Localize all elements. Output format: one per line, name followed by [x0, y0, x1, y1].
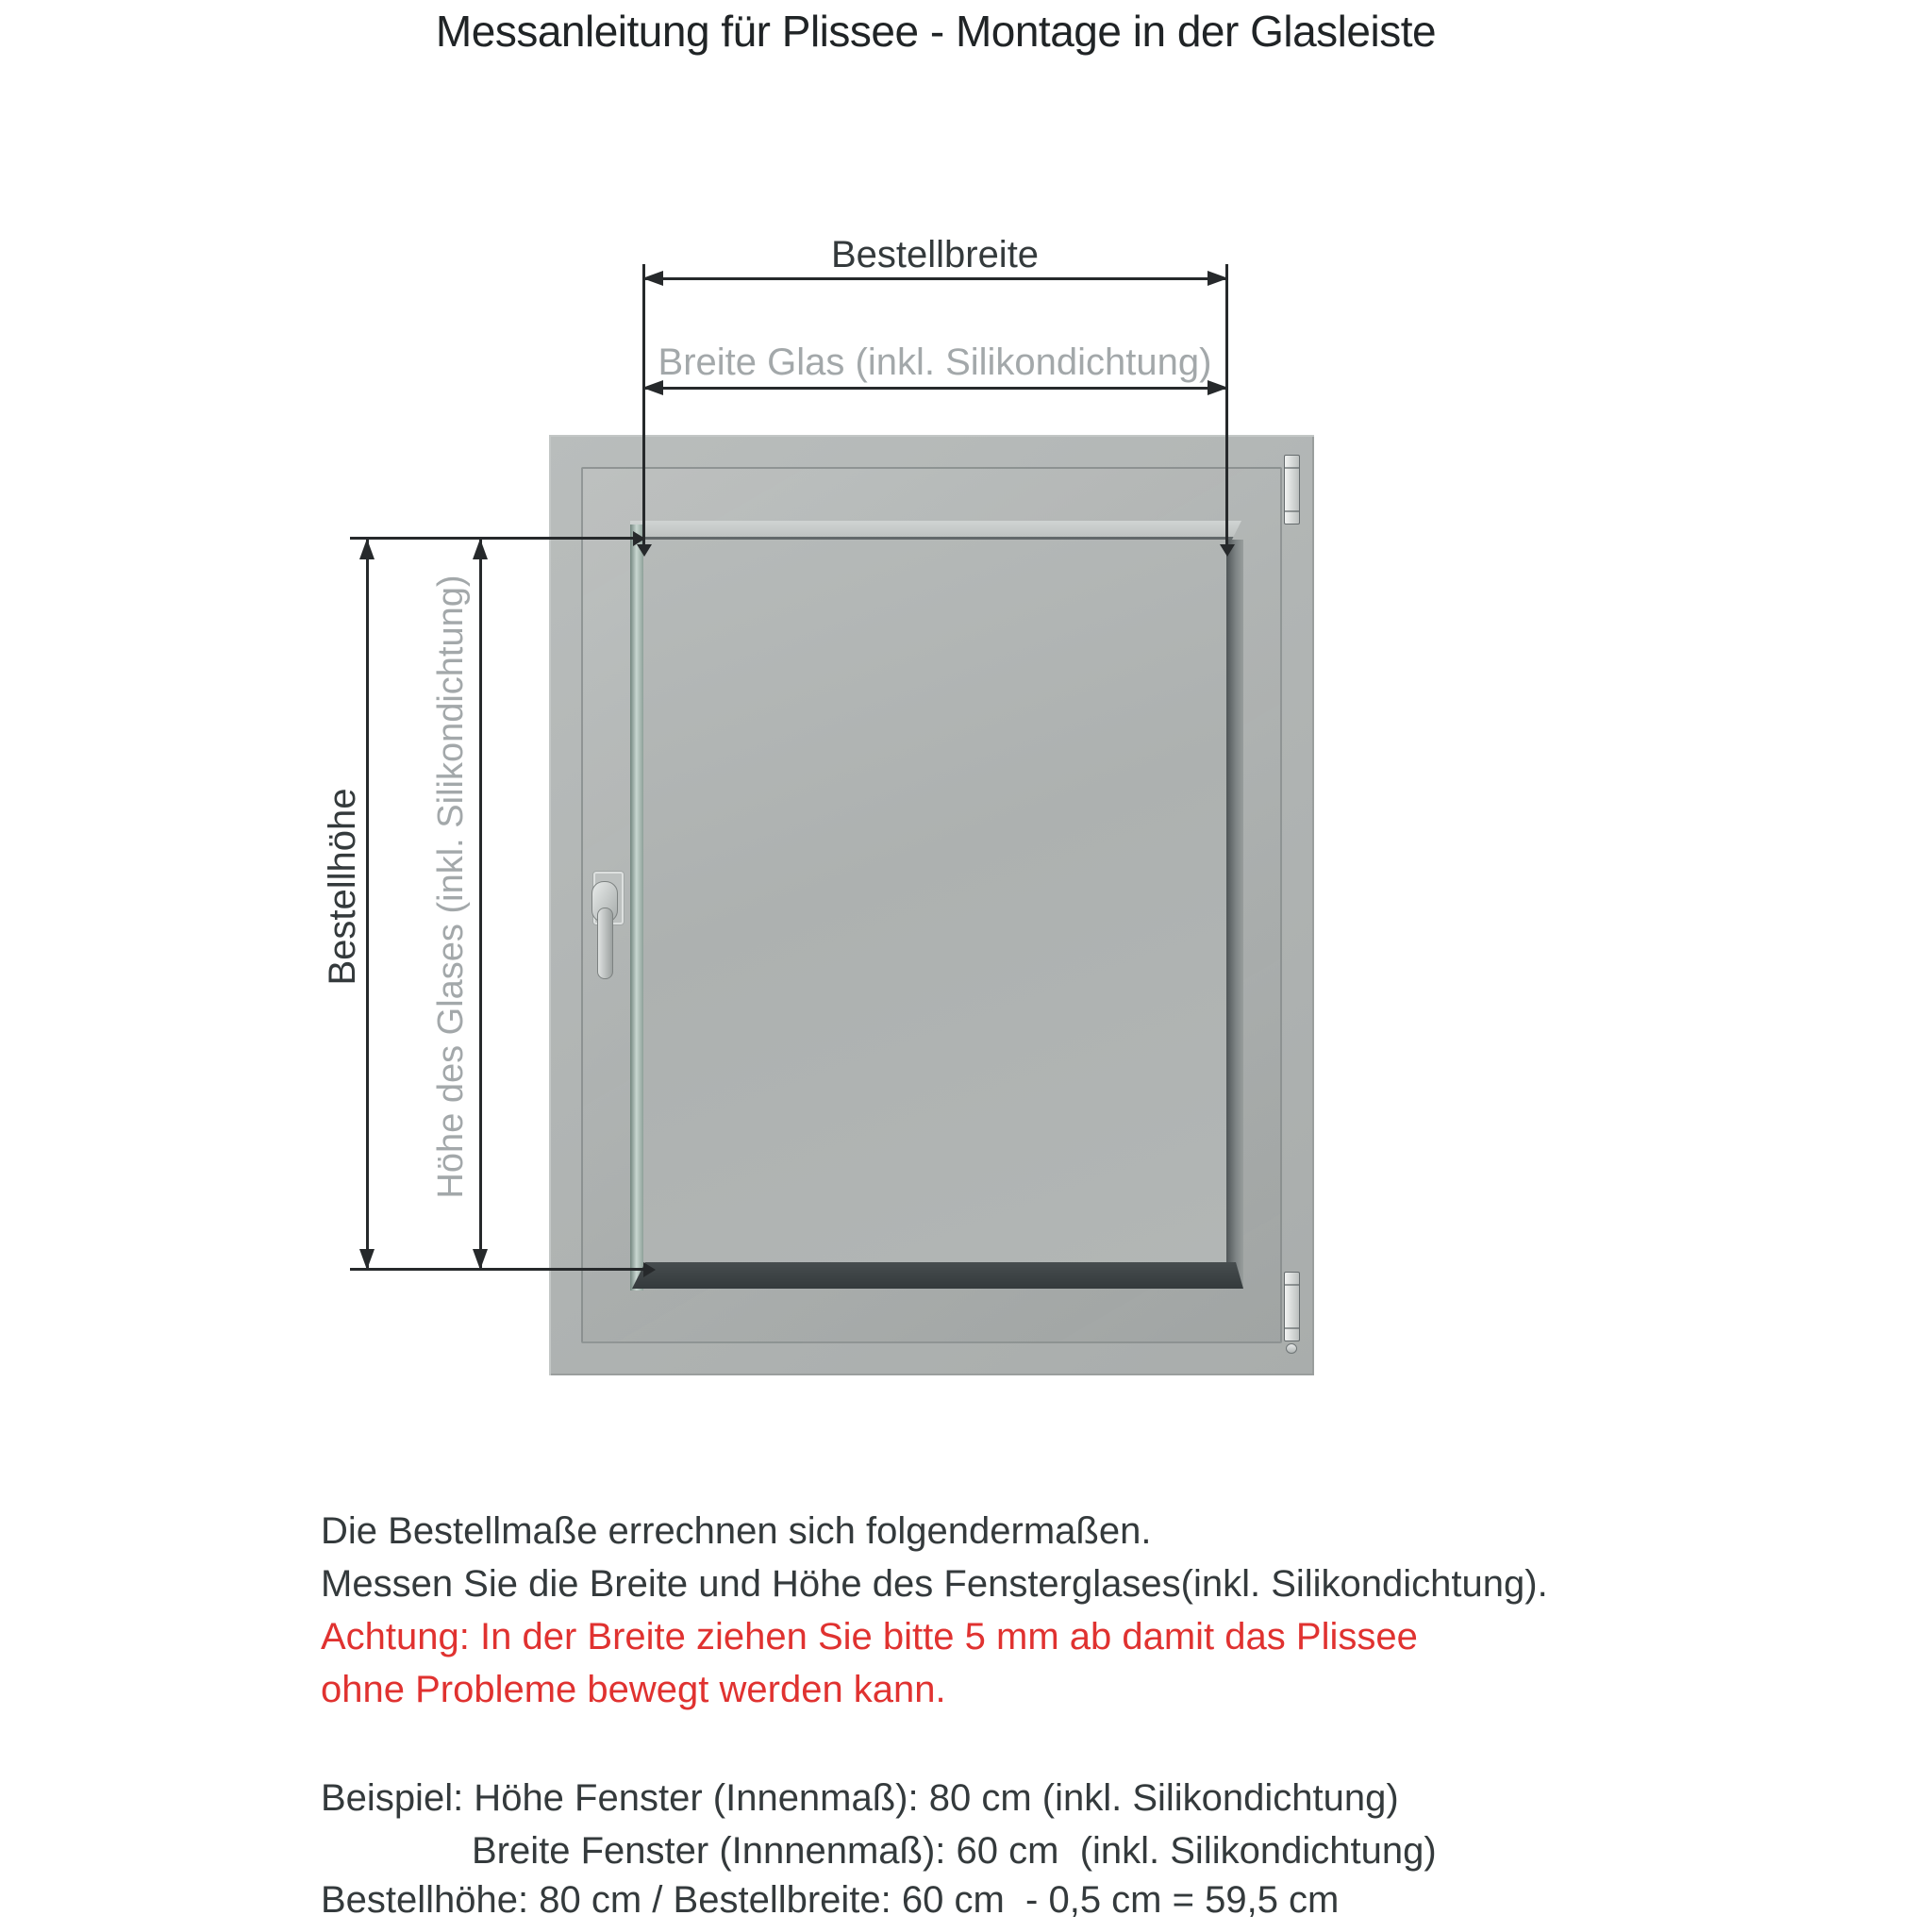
glass-width-label: Breite Glas (inkl. Silikondichtung): [658, 341, 1212, 383]
bottom-hinge-foot: [1286, 1343, 1297, 1354]
warning-line-2: ohne Probleme bewegt werden kann.: [321, 1669, 946, 1710]
glass-edge-left: [630, 525, 643, 1291]
glazing-bead-bottom: [632, 1262, 1243, 1289]
glazing-bead-top: [630, 521, 1241, 540]
glazing-bead-right: [1226, 540, 1243, 1289]
glass-height-label: Höhe des Glases (inkl. Silikondichtung): [431, 575, 471, 1199]
arrowhead-down-icon: [637, 544, 652, 557]
order-height-arrow: [366, 540, 369, 1269]
arrowhead-down-icon: [1220, 544, 1235, 557]
warning-line-1: Achtung: In der Breite ziehen Sie bitte 5 mm ab damit das Plissee: [321, 1616, 1418, 1657]
arrowhead-right-icon: [643, 1262, 656, 1277]
top-hinge: [1284, 455, 1300, 525]
order-height-label: Bestellhöhe: [322, 788, 363, 986]
window-handle-shaft: [597, 908, 613, 979]
window-glass: [643, 540, 1226, 1262]
order-width-label: Bestellbreite: [830, 234, 1040, 275]
example-line-2: Breite Fenster (Innnenmaß): 60 cm (inkl. Silikondichtung): [472, 1830, 1437, 1872]
page-title: Messanleitung für Plissee - Montage in der Glasleiste: [435, 7, 1437, 56]
bottom-hinge: [1284, 1272, 1300, 1341]
extension-line-glass-right: [1225, 264, 1228, 545]
instructions-intro-line-1: Die Bestellmaße errechnen sich folgendermaßen.: [321, 1510, 1152, 1552]
example-line-1: Beispiel: Höhe Fenster (Innenmaß): 80 cm (inkl. Silikondichtung): [321, 1777, 1399, 1819]
glass-height-arrow: [479, 540, 482, 1269]
glass-width-arrow: [643, 387, 1227, 390]
arrowhead-right-icon: [633, 531, 645, 546]
calculation-line: Bestellhöhe: 80 cm / Bestellbreite: 60 cm - 0,5 cm = 59,5 cm: [321, 1879, 1340, 1921]
extension-line-glass-top: [350, 537, 633, 540]
order-width-arrow: [643, 277, 1227, 280]
instructions-intro-line-2: Messen Sie die Breite und Höhe des Fensterglases(inkl. Silikondichtung).: [321, 1563, 1548, 1605]
extension-line-glass-left: [642, 264, 645, 545]
extension-line-glass-bottom: [350, 1268, 643, 1271]
